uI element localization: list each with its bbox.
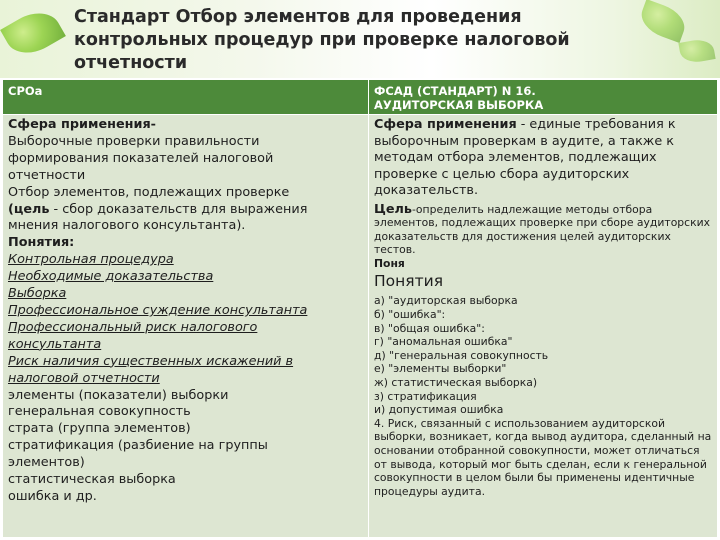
right-goal-text: -определить надлежащие методы отбора элементов, подлежащих проверке при сборе аудиторских доказательств для достижения целей аудиторских тестов.	[374, 202, 711, 257]
left-concept-item: Риск наличия существенных искажений в	[8, 353, 294, 369]
right-header-line-2: АУДИТОРСКАЯ ВЫБОРКА	[374, 98, 544, 112]
left-tail-line: элементы (показатели) выборки	[8, 387, 229, 403]
right-concept-item: з) стратификация	[374, 389, 477, 403]
left-concept-item: Профессиональное суждение консультанта	[8, 302, 308, 318]
right-goal-label: Цель	[374, 201, 413, 217]
right-concept-item: в) "общая ошибка":	[374, 321, 485, 335]
left-concept-item: налоговой отчетности	[8, 370, 160, 386]
left-line: Отбор элементов, подлежащих проверке	[8, 184, 290, 200]
left-concepts-label: Понятия:	[8, 235, 75, 251]
left-tail-line: статистическая выборка	[8, 472, 176, 488]
left-tail-line: ошибка и др.	[8, 488, 97, 504]
left-concept-item: консультанта	[8, 336, 102, 352]
right-scope-label: Сфера применения	[374, 117, 517, 132]
left-goal-label: (цель	[8, 201, 50, 217]
right-concept-item: д) "генеральная совокупность	[374, 348, 549, 362]
left-tail-line: стратификация (разбиение на группы	[8, 438, 268, 454]
green-leaf-decoration	[636, 0, 689, 43]
left-concept-item: Выборка	[8, 286, 67, 302]
right-concept-item: и) допустимая ошибка	[374, 403, 504, 417]
left-scope-label: Сфера применения-	[8, 117, 156, 132]
right-concepts-heading: Понятия	[374, 272, 444, 291]
left-line: формирования показателей налоговой	[8, 150, 274, 166]
left-concept-item: Контрольная процедура	[8, 252, 174, 268]
slide-title: Стандарт Отбор элементов для проведения контрольных процедур при проверке налоговой отчетности	[74, 7, 570, 73]
right-scope-text: - единые требования к выборочным проверкам в аудите, а также к методам отбора элементов, подлежащих проверке с целью сбора аудиторских доказательств.	[374, 117, 676, 198]
right-concept-item: б) "ошибка":	[374, 308, 446, 322]
left-tail-line: элементов)	[8, 455, 85, 471]
right-header-line-1: ФСАД (СТАНДАРТ) N 16.	[374, 84, 536, 98]
right-column-body	[369, 115, 718, 538]
right-concept-item: г) "аномальная ошибка"	[374, 335, 513, 349]
left-line: отчетности	[8, 167, 86, 183]
slide-header	[0, 0, 720, 78]
left-column-header: СРОа	[3, 80, 369, 115]
right-concept-item: ж) статистическая выборка)	[374, 376, 538, 390]
left-tail-line: генеральная совокупность	[8, 404, 191, 420]
left-tail-line: страта (группа элементов)	[8, 421, 191, 437]
right-point-4: 4. Риск, связанный с использованием аудиторской выборки, возникает, когда вывод аудитора, сделанный на основании отобранной совокупности, может отличаться от вывода, который мог быть сделан, если к генеральной совокупности в целом были бы применены идентичные процедуры аудита.	[374, 416, 712, 498]
left-goal-text: - сбор доказательств для выражения	[49, 201, 308, 217]
left-line: Выборочные проверки правильности	[8, 133, 260, 149]
left-concept-item: Необходимые доказательства	[8, 269, 214, 285]
right-column-header	[369, 80, 718, 115]
comparison-table	[2, 79, 718, 538]
right-concept-item: е) "элементы выборки"	[374, 362, 507, 376]
green-leaf-decoration	[678, 37, 715, 65]
left-column-body	[3, 115, 369, 538]
left-goal-text-2: мнения налогового консультанта).	[8, 218, 246, 234]
right-pony-label: Поня	[374, 256, 405, 270]
left-concept-item: Профессиональный риск налогового	[8, 319, 258, 335]
green-leaf-decoration	[0, 3, 66, 63]
right-concept-item: а) "аудиторская выборка	[374, 294, 518, 308]
